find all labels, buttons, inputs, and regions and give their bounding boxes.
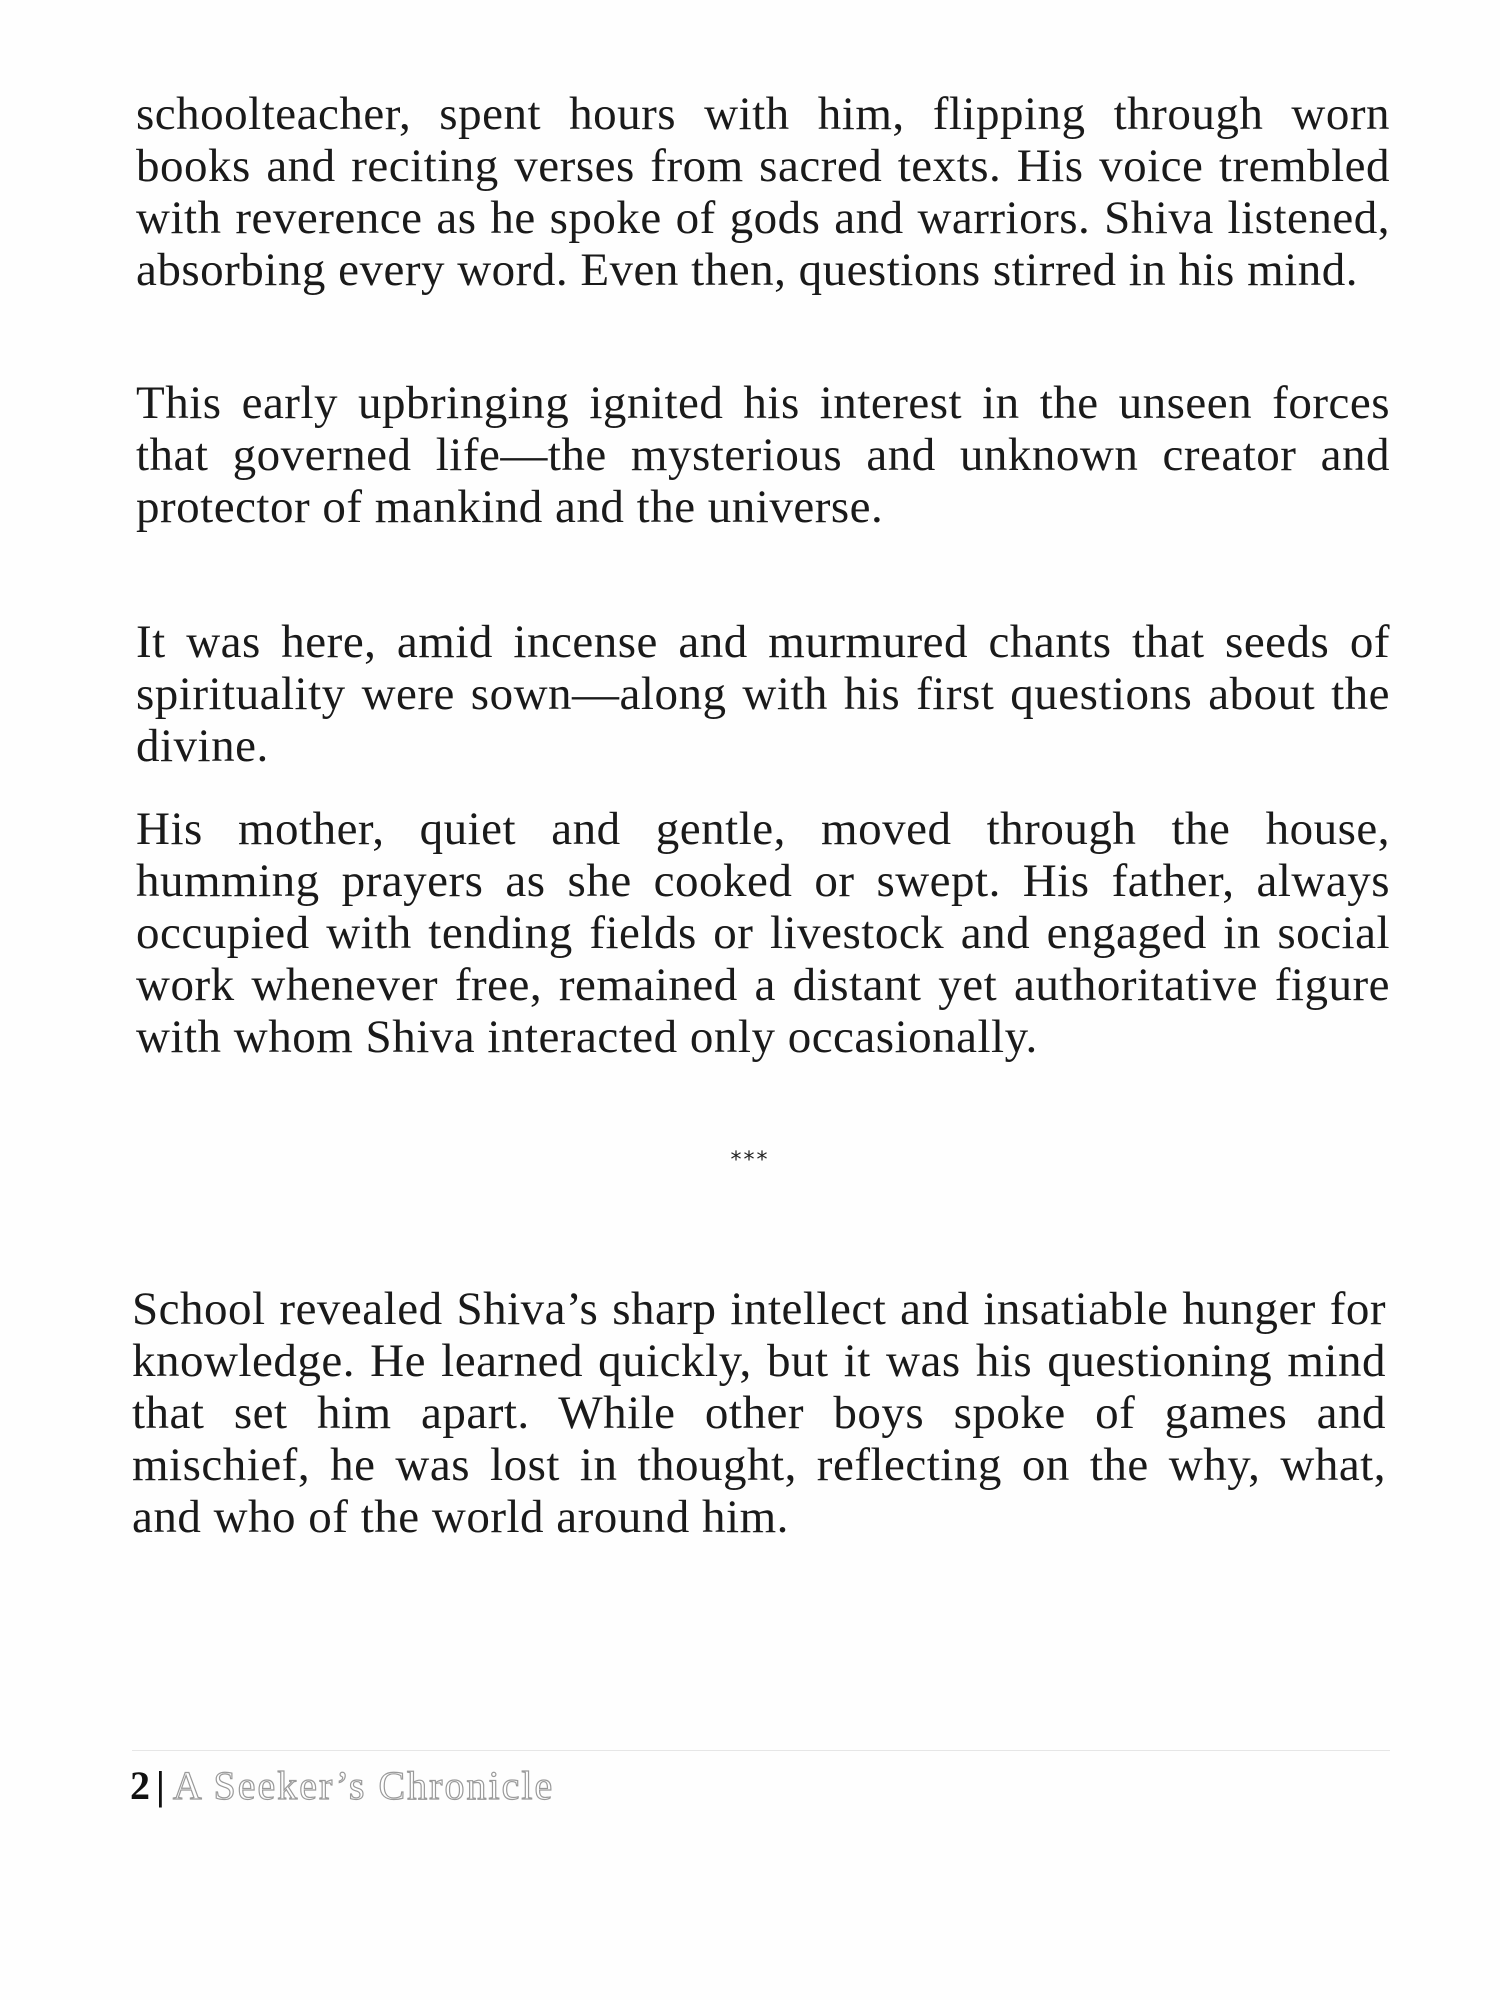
section-separator: *** (730, 1148, 770, 1173)
running-title: A Seeker’s Chronicle (172, 1763, 555, 1808)
page-number: 2 (130, 1763, 150, 1808)
paragraph-1 (136, 88, 1390, 296)
paragraph-text: School revealed Shiva’s sharp intellect and insatiable hunger for knowledge. He learned quickly, but it was his questioning mind that set him apart. While other boys spoke of games and mischief, he was lost in thought, reflecting on the why, what, and who of the world around him. (132, 1283, 1386, 1543)
page-footer (130, 1762, 554, 1810)
paragraph-text: schoolteacher, spent hours with him, flipping through worn books and reciting verses from sacred texts. His voice trembled with reverence as he spoke of gods and warriors. Shiva listened, absorbing every word. Even then, questions stirred in his mind. (136, 88, 1390, 296)
paragraph-3 (136, 616, 1390, 772)
paragraph-text: It was here, amid incense and murmured chants that seeds of spirituality were sown—along with his first questions about the divine. (136, 616, 1390, 772)
footer-divider: | (156, 1763, 165, 1808)
paragraph-2 (136, 377, 1390, 533)
footer-rule (132, 1750, 1390, 1751)
paragraph-5 (132, 1283, 1386, 1543)
paragraph-text: His mother, quiet and gentle, moved through the house, humming prayers as she cooked or swept. His father, always occupied with tending fields or livestock and engaged in social work whenever free, remained a distant yet authoritative figure with whom Shiva interacted only occasionally. (136, 803, 1390, 1063)
paragraph-4 (136, 803, 1390, 1063)
paragraph-text: This early upbringing ignited his interest in the unseen forces that governed life—the mysterious and unknown creator and protector of mankind and the universe. (136, 377, 1390, 533)
